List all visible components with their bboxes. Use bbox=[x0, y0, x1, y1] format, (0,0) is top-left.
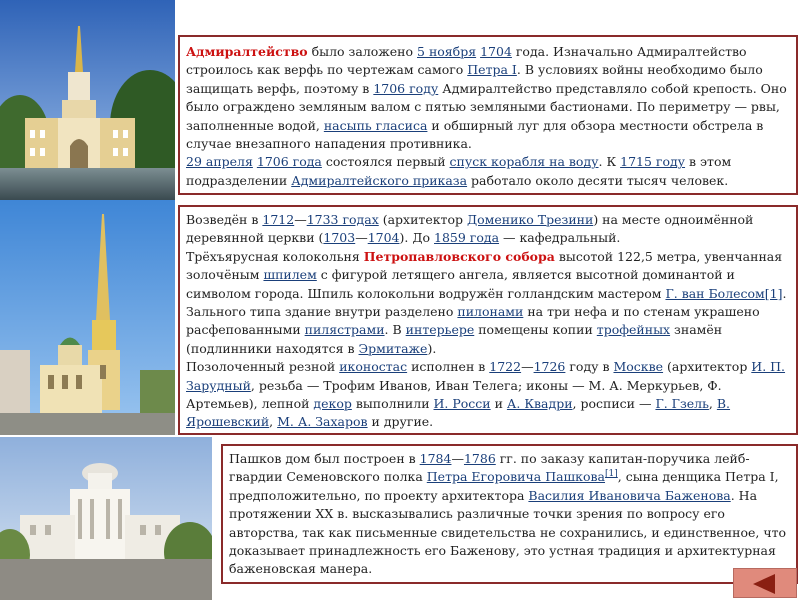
link-1712[interactable]: 1712 bbox=[262, 212, 295, 227]
footnote-1[interactable]: [1] bbox=[764, 285, 783, 301]
text: , резьба — Трофим Иванов, Иван Телега; иконы — М. А. Меркурьев, Ф. Артемьев), лепной bbox=[186, 377, 722, 412]
link-1859[interactable]: 1859 года bbox=[434, 230, 500, 246]
cathedral-card bbox=[178, 205, 798, 435]
cathedral-paragraph-1 bbox=[186, 211, 790, 248]
text: . В bbox=[384, 322, 406, 338]
cathedral-photo bbox=[0, 200, 175, 435]
text: и bbox=[490, 396, 507, 412]
text: , bbox=[269, 414, 278, 430]
text: ). До bbox=[399, 230, 435, 246]
link-bazhenov[interactable]: Василия Ивановича Баженова bbox=[528, 487, 731, 503]
link-zarudny[interactable]: И. П. Зарудный bbox=[186, 359, 786, 393]
admiralty-card bbox=[178, 35, 798, 195]
text: высотой 122,5 метра, увенчанная золочёным bbox=[186, 248, 783, 283]
text: Адмиралтейство представляло собой крепость. Оно было ограждено земляным валом с пятью земляными бастионами. По периметру — рвы, заполненные водой, bbox=[186, 80, 787, 133]
text: , росписи — bbox=[572, 396, 656, 412]
text: — кафедральный. bbox=[499, 230, 621, 246]
text: гг. по заказу капитан-поручика лейб-гвардии Семеновского полка bbox=[229, 451, 750, 485]
pashkov-paragraph bbox=[229, 450, 790, 579]
link-1784[interactable]: 1784 bbox=[419, 451, 452, 466]
link-rossi[interactable]: И. Росси bbox=[433, 396, 491, 412]
text: в этом подразделении bbox=[186, 154, 732, 188]
text: выполнили bbox=[351, 396, 434, 412]
link-pylons[interactable]: пилонами bbox=[457, 304, 524, 320]
link-spire[interactable]: шпилем bbox=[263, 267, 317, 283]
text: , сына денщика Петра I, предположительно, по проекту архитектора bbox=[229, 469, 779, 503]
text: — bbox=[451, 451, 464, 466]
text: Трёхъярусная колокольня bbox=[186, 248, 364, 264]
text: Позолоченный резной bbox=[186, 359, 340, 375]
link-5-november[interactable]: 5 ноября bbox=[417, 44, 477, 59]
pashkov-card bbox=[221, 444, 798, 584]
link-1722[interactable]: 1722 bbox=[489, 359, 522, 375]
link-hermitage[interactable]: Эрмитаже bbox=[358, 340, 428, 356]
link-1733[interactable]: 1733 годах bbox=[306, 212, 379, 227]
link-pashkov[interactable]: Петра Егоровича Пашкова bbox=[426, 469, 606, 485]
text: состоялся первый bbox=[321, 154, 450, 170]
link-yaroshevsky[interactable]: В. Ярошевский bbox=[186, 396, 731, 430]
link-pilasters[interactable]: пилястрами bbox=[304, 322, 385, 338]
text: было заложено bbox=[307, 44, 418, 59]
link-decor[interactable]: декор bbox=[313, 396, 352, 412]
text: (архитектор bbox=[378, 212, 467, 227]
text: . Зального типа здание внутри разделено bbox=[186, 285, 787, 320]
text: — bbox=[355, 230, 368, 246]
link-29-april[interactable]: 29 апреля bbox=[186, 154, 253, 170]
text: — bbox=[294, 212, 307, 227]
link-zakharov[interactable]: М. А. Захаров bbox=[277, 414, 368, 430]
link-1706-year[interactable]: 1706 года bbox=[256, 154, 322, 170]
text: работало около десяти тысяч человек. bbox=[467, 172, 729, 188]
link-1703[interactable]: 1703 bbox=[323, 230, 356, 246]
text: Возведён в bbox=[186, 212, 263, 227]
text: Пашков дом был построен в bbox=[229, 451, 420, 466]
link-gsel[interactable]: Г. Гзель bbox=[655, 396, 709, 412]
cathedral-paragraph-2 bbox=[186, 248, 790, 358]
link-moscow[interactable]: Москве bbox=[613, 359, 664, 375]
text: ) на месте одноимённой деревянной церкви ( bbox=[186, 212, 754, 246]
text: . На протяжении XX в. высказывались различные точки зрения по вопросу его авторства, так как письменные свидетельства не сохранились, и единственное, что доказывает принадлежность его Баженову, это устная традиция и архитектурная баженовская манера. bbox=[229, 487, 787, 577]
text: году в bbox=[565, 359, 614, 375]
back-button[interactable] bbox=[733, 568, 797, 598]
link-1715[interactable]: 1715 году bbox=[620, 154, 686, 170]
text: и обширный луг для обзора местности обстрела в случае внезапного нападения противника. bbox=[186, 117, 764, 152]
back-arrow-icon bbox=[745, 571, 785, 597]
link-1726[interactable]: 1726 bbox=[533, 359, 566, 375]
link-quadri[interactable]: А. Квадри bbox=[506, 396, 573, 412]
link-1786[interactable]: 1786 bbox=[463, 451, 496, 466]
admiralty-title: Адмиралтейство bbox=[186, 44, 308, 59]
text: . К bbox=[598, 154, 621, 170]
text: знамён (подлинники находятся в bbox=[186, 322, 723, 356]
link-trophy[interactable]: трофейных bbox=[596, 322, 671, 338]
footnote-pashkov[interactable]: [1] bbox=[605, 469, 618, 480]
link-glacis[interactable]: насыпь гласиса bbox=[323, 117, 428, 133]
link-iconostasis[interactable]: иконостас bbox=[339, 359, 408, 375]
link-bolesom[interactable]: Г. ван Болесом bbox=[665, 285, 765, 301]
text: ). bbox=[427, 340, 437, 356]
link-peter-i[interactable]: Петра I bbox=[467, 62, 517, 78]
text: , bbox=[708, 396, 717, 412]
link-admiralty-prikaz[interactable]: Адмиралтейского приказа bbox=[291, 172, 468, 188]
admiralty-paragraph-2 bbox=[186, 153, 790, 190]
link-trezzini[interactable]: Доменико Трезини bbox=[466, 212, 594, 227]
cathedral-paragraph-3 bbox=[186, 358, 790, 432]
text: года. Изначально Адмиралтейство строилось как верфь по чертежам самого bbox=[186, 44, 747, 78]
text: и другие. bbox=[367, 414, 434, 430]
admiralty-paragraph bbox=[186, 43, 790, 153]
link-interior[interactable]: интерьере bbox=[405, 322, 475, 338]
pashkov-house-photo bbox=[0, 437, 212, 600]
admiralty-photo bbox=[0, 0, 175, 200]
link-1706[interactable]: 1706 году bbox=[373, 80, 439, 96]
link-1704[interactable]: 1704 bbox=[480, 44, 512, 59]
link-ship-launch[interactable]: спуск корабля на воду bbox=[449, 154, 599, 170]
cathedral-name: Петропавловского собора bbox=[363, 248, 555, 264]
link-1704-b[interactable]: 1704 bbox=[367, 230, 400, 246]
text: исполнен в bbox=[407, 359, 490, 375]
text: на три нефа и по стенам украшено расфепованными bbox=[186, 304, 760, 338]
text: — bbox=[521, 359, 534, 375]
text: помещены копии bbox=[474, 322, 597, 338]
text: . В условиях войны необходимо было защищать верфь, поэтому в bbox=[186, 62, 763, 96]
text: (архитектор bbox=[663, 359, 752, 375]
text: с фигурой летящего ангела, является высотной доминантой и символом города. Шпиль колокольни водружён голландским мастером bbox=[186, 267, 735, 301]
